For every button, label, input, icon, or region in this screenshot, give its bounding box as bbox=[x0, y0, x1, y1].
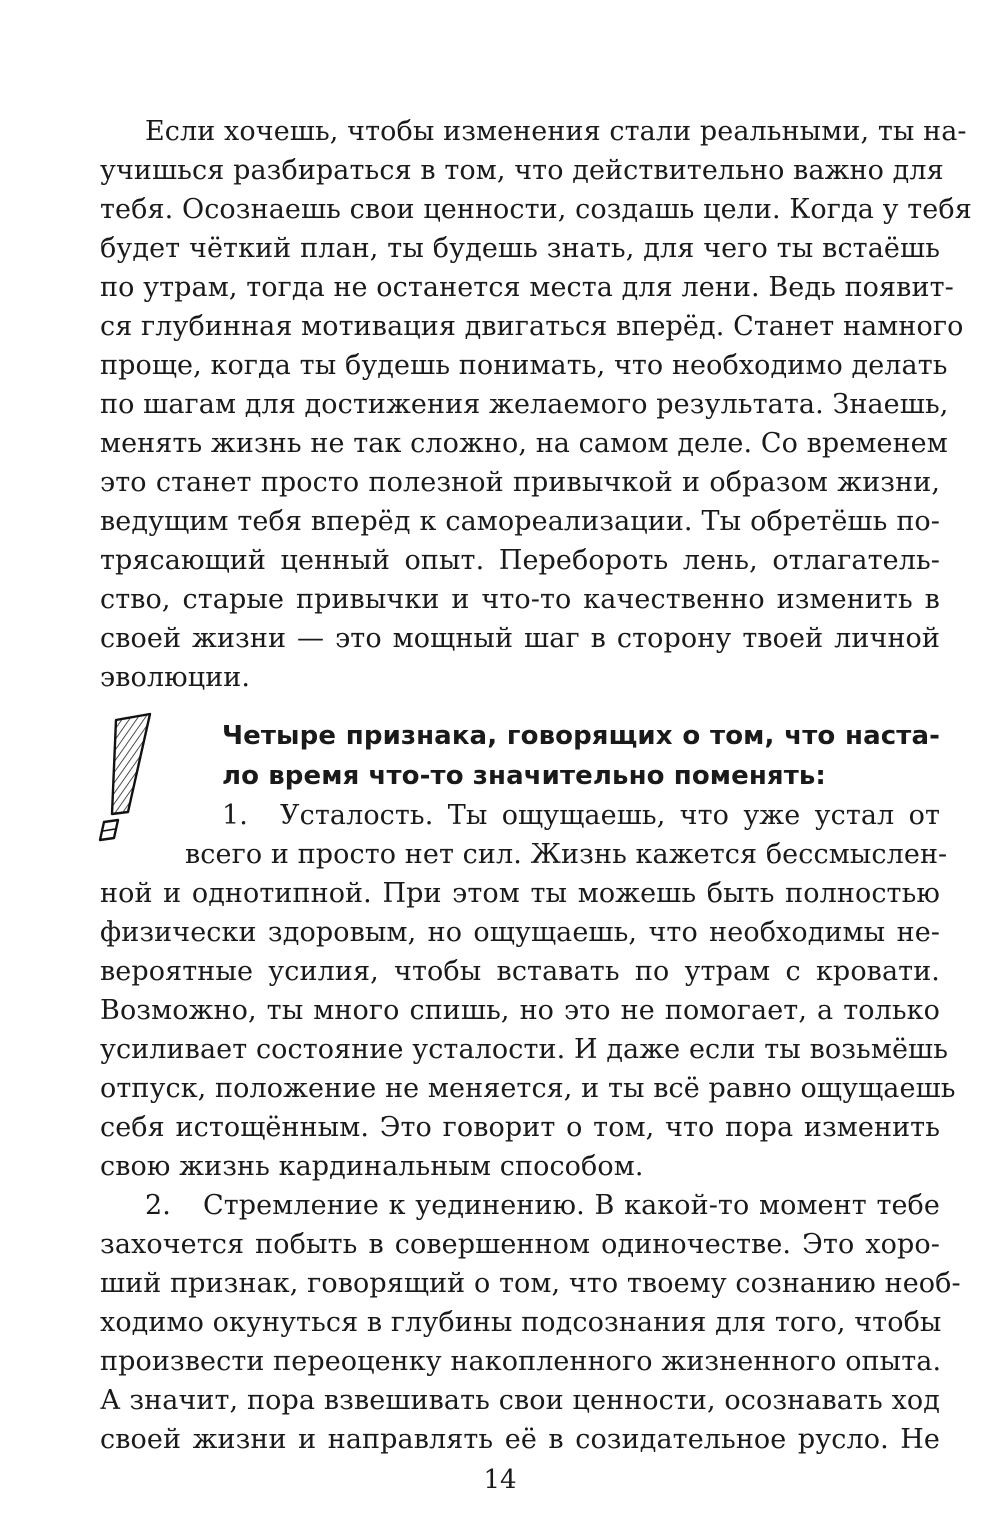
list-item-line: захочется побыть в совершенном одиночестве. Это хоро- bbox=[100, 1229, 940, 1260]
paragraph-line: ство, старые привычки и что-то качественно изменить в bbox=[100, 584, 940, 615]
paragraph-line: трясающий ценный опыт. Перебороть лень, отлагатель- bbox=[100, 545, 940, 576]
paragraph-line-last: эволюции. bbox=[100, 662, 251, 693]
paragraph-line: будет чёткий план, ты будешь знать, для чего ты встаёшь bbox=[100, 233, 940, 264]
paragraph-line: своей жизни — это мощный шаг в сторону твоей личной bbox=[100, 623, 940, 654]
list-item-1-first-line bbox=[222, 796, 940, 836]
list-item-line: ной и однотипной. При этом ты можешь быть полностью bbox=[100, 878, 940, 909]
list-item-line-last: свою жизнь кардинальным способом. bbox=[100, 1151, 644, 1182]
paragraph-line: тебя. Осознаешь свои ценности, создашь цели. Когда у тебя bbox=[100, 194, 972, 225]
list-item-text: Усталость. Ты ощущаешь, что уже устал от bbox=[280, 800, 940, 831]
list-item-text: Стремление к уединению. В какой-то момент тебе bbox=[203, 1190, 940, 1221]
paragraph-line: учишься разбираться в том, что действительно важно для bbox=[100, 155, 944, 186]
paragraph-line: менять жизнь не так сложно, на самом деле. Со временем bbox=[100, 428, 948, 459]
list-item-line: всего и просто нет сил. Жизнь кажется бессмыслен- bbox=[185, 839, 948, 870]
paragraph-line: Если хочешь, чтобы изменения стали реальными, ты на- bbox=[145, 116, 967, 147]
paragraph-line: по шагам для достижения желаемого результата. Знаешь, bbox=[100, 389, 949, 420]
page-number: 14 bbox=[483, 1465, 517, 1495]
list-item-line: ший признак, говорящий о том, что твоему сознанию необ- bbox=[100, 1268, 961, 1299]
list-item-number: 2. bbox=[145, 1190, 171, 1221]
list-item-2-first-line bbox=[145, 1186, 940, 1226]
list-item-line: отпуск, положение не меняется, и ты всё равно ощущаешь bbox=[100, 1073, 956, 1104]
list-item-line: ходимо окунуться в глубины подсознания для того, чтобы bbox=[100, 1307, 942, 1338]
exclamation-mark-icon bbox=[90, 712, 160, 847]
list-item-line: усиливает состояние усталости. И даже если ты возьмёшь bbox=[100, 1034, 949, 1065]
paragraph-line: ведущим тебя вперёд к самореализации. Ты обретёшь по- bbox=[100, 506, 940, 537]
list-item-line: своей жизни и направлять её в созидательное русло. Не bbox=[100, 1424, 940, 1455]
list-item-line: Возможно, ты много спишь, но это не помогает, а только bbox=[100, 995, 940, 1026]
list-item-line: произвести переоценку накопленного жизненного опыта. bbox=[100, 1346, 942, 1377]
list-item-line: вероятные усилия, чтобы вставать по утрам с кровати. bbox=[100, 956, 940, 987]
paragraph-line: это станет просто полезной привычкой и образом жизни, bbox=[100, 467, 940, 498]
list-item-line: физически здоровым, но ощущаешь, что необходимы не- bbox=[100, 917, 940, 948]
section-heading-line: Четыре признака, говорящих о том, что наста- bbox=[222, 721, 940, 751]
list-item-line: А значит, пора взвешивать свои ценности, осознавать ход bbox=[100, 1385, 940, 1416]
section-heading-line: ло время что-то значительно поменять: bbox=[222, 761, 826, 791]
paragraph-line: ся глубинная мотивация двигаться вперёд. Станет намного bbox=[100, 311, 964, 342]
list-item-number: 1. bbox=[222, 800, 248, 831]
list-item-line: себя истощённым. Это говорит о том, что пора изменить bbox=[100, 1112, 940, 1143]
paragraph-line: по утрам, тогда не останется места для лени. Ведь появит- bbox=[100, 272, 954, 303]
paragraph-line: проще, когда ты будешь понимать, что необходимо делать bbox=[100, 350, 948, 381]
